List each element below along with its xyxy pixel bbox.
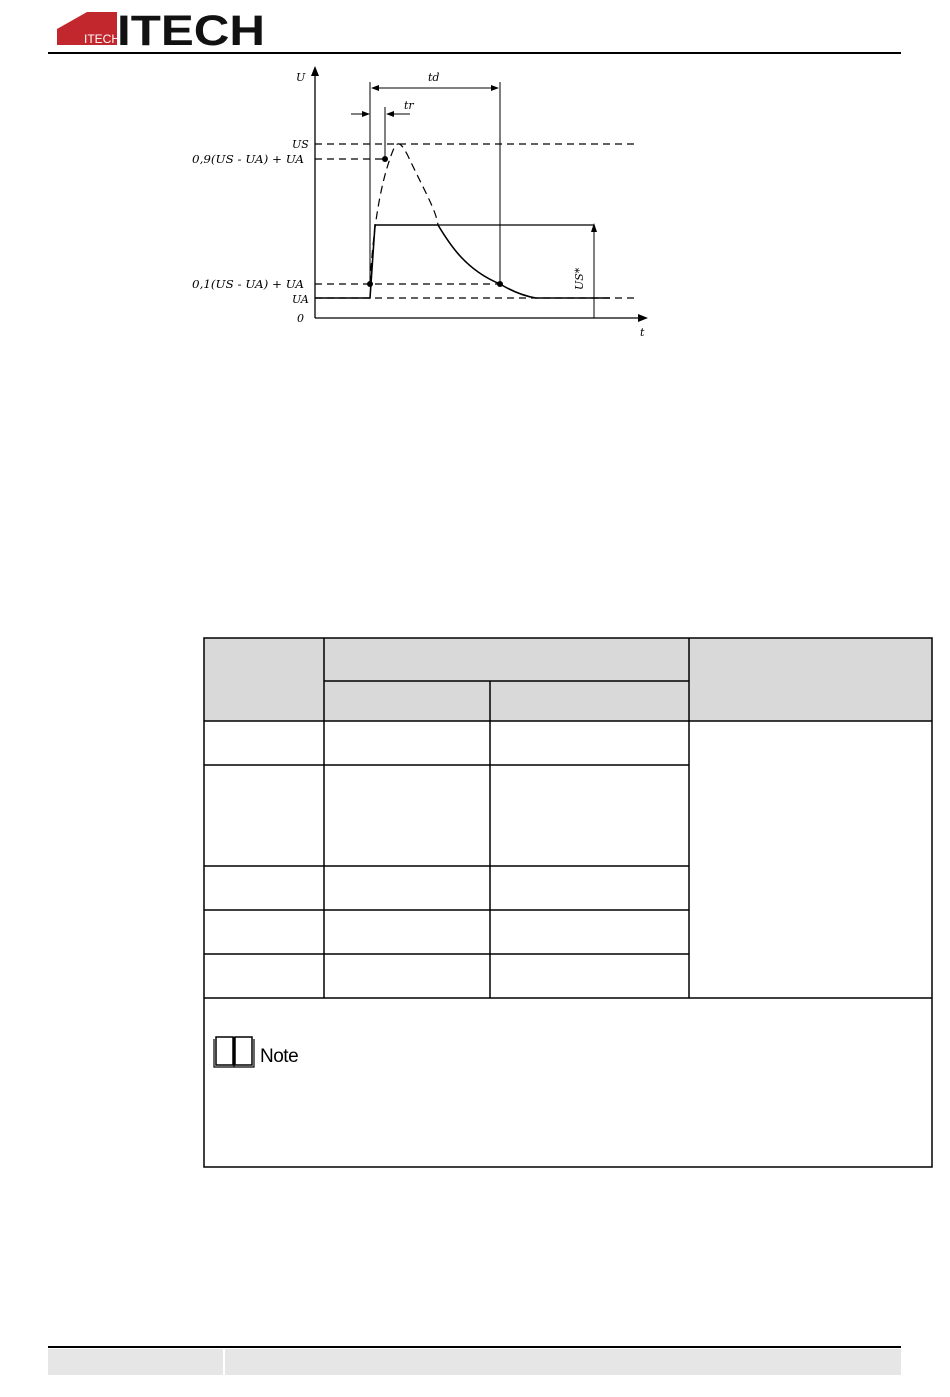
us-label: US bbox=[292, 138, 309, 151]
svg-text:ITECH: ITECH bbox=[84, 32, 120, 46]
tr-label: tr bbox=[404, 99, 414, 112]
note-label: Note bbox=[260, 1046, 299, 1067]
axis-y-label: U bbox=[296, 71, 306, 84]
spec-table bbox=[203, 637, 933, 1168]
lower-level-label: 0,1(US - UA) + UA bbox=[192, 278, 305, 291]
upper-level-label: 0,9(US - UA) + UA bbox=[192, 153, 305, 166]
itech-logo bbox=[57, 8, 267, 48]
svg-text:ITECH: ITECH bbox=[117, 8, 265, 48]
footer-rule bbox=[48, 1346, 901, 1348]
book-icon bbox=[213, 1034, 257, 1068]
footer-divider bbox=[223, 1349, 225, 1375]
zero-label: 0 bbox=[297, 312, 304, 325]
surge-waveform-diagram bbox=[188, 62, 658, 352]
ua-label: UA bbox=[292, 293, 309, 306]
axis-x-label: t bbox=[640, 326, 645, 339]
us-star-label: US* bbox=[573, 267, 586, 290]
td-label: td bbox=[428, 71, 440, 84]
header-rule bbox=[48, 52, 901, 54]
footer-bar bbox=[48, 1349, 901, 1375]
